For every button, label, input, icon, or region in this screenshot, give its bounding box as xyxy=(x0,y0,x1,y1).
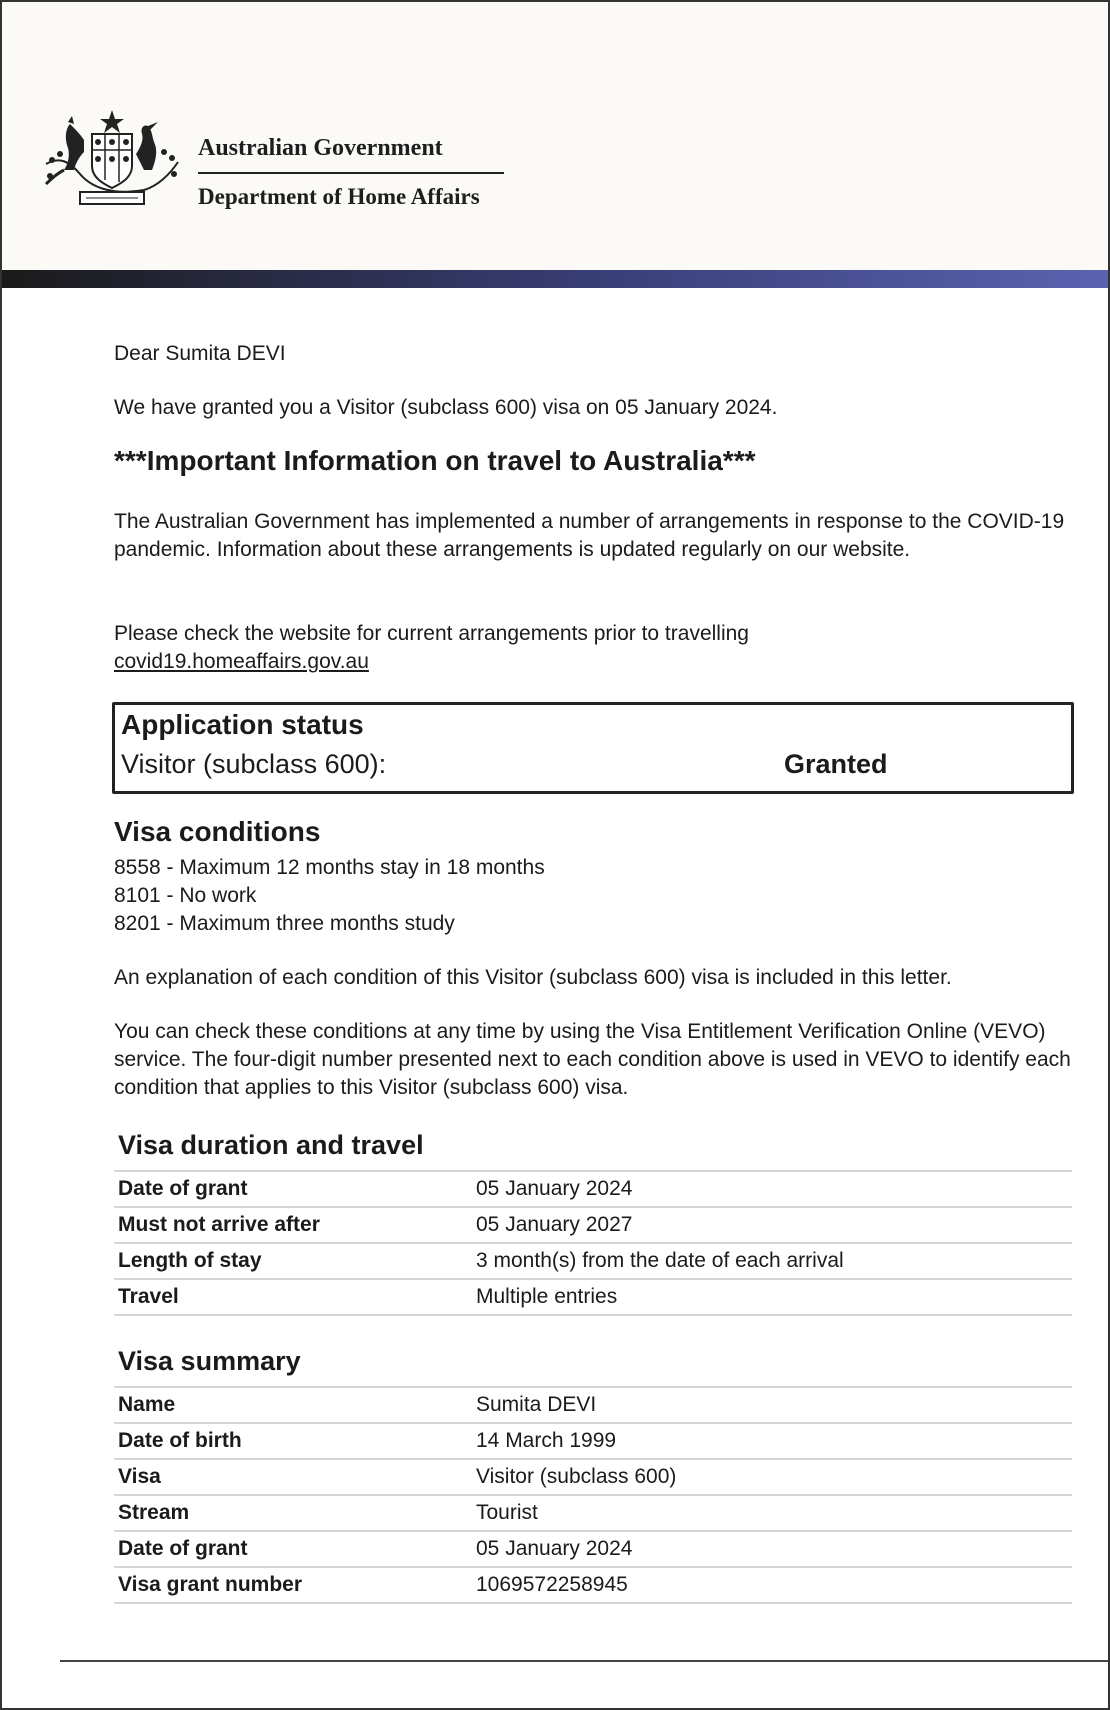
table-row xyxy=(114,1171,1072,1207)
row-value: 05 January 2024 xyxy=(472,1171,1072,1207)
letterhead xyxy=(2,2,1108,270)
row-label: Visa xyxy=(114,1459,472,1495)
row-value: Tourist xyxy=(472,1495,1072,1531)
condition-item: 8201 - Maximum three months study xyxy=(114,912,455,935)
row-label: Must not arrive after xyxy=(114,1207,472,1243)
letterhead-divider xyxy=(198,172,504,174)
table-row xyxy=(114,1459,1072,1495)
important-heading: ***Important Information on travel to Australia*** xyxy=(114,445,756,476)
footer-divider xyxy=(60,1660,1110,1662)
check-website-text: Please check the website for current arrangements prior to travelling xyxy=(114,622,749,645)
table-row xyxy=(114,1207,1072,1243)
table-row xyxy=(114,1531,1072,1567)
table-row xyxy=(114,1423,1072,1459)
row-label: Visa grant number xyxy=(114,1567,472,1603)
visa-conditions-title: Visa conditions xyxy=(114,816,321,847)
table-row xyxy=(114,1567,1072,1603)
summary-section-title: Visa summary xyxy=(118,1346,301,1376)
row-label: Date of grant xyxy=(114,1531,472,1567)
row-value: 1069572258945 xyxy=(472,1567,1072,1603)
grant-statement: We have granted you a Visitor (subclass 600) visa on 05 January 2024. xyxy=(114,396,778,419)
visa-conditions-list xyxy=(114,854,545,938)
row-value: Multiple entries xyxy=(472,1279,1072,1315)
condition-item: 8101 - No work xyxy=(114,884,257,907)
row-label: Name xyxy=(114,1387,472,1423)
table-row xyxy=(114,1279,1072,1315)
row-label: Date of birth xyxy=(114,1423,472,1459)
covid-paragraph: The Australian Government has implemented a number of arrangements in response to the COVID-19 pandemic. Information about these arrangements is updated regularly on our website. xyxy=(114,510,1065,561)
row-value: 05 January 2027 xyxy=(472,1207,1072,1243)
department-name: Department of Home Affairs xyxy=(198,184,480,209)
coat-of-arms-icon xyxy=(40,104,184,214)
row-label: Stream xyxy=(114,1495,472,1531)
covid-website-link[interactable]: covid19.homeaffairs.gov.au xyxy=(114,650,369,673)
duration-table xyxy=(114,1170,1072,1316)
greeting: Dear Sumita DEVI xyxy=(114,342,286,365)
condition-item: 8558 - Maximum 12 months stay in 18 months xyxy=(114,856,545,879)
row-value: 3 month(s) from the date of each arrival xyxy=(472,1243,1072,1279)
row-value: 14 March 1999 xyxy=(472,1423,1072,1459)
row-value: 05 January 2024 xyxy=(472,1531,1072,1567)
row-value: Visitor (subclass 600) xyxy=(472,1459,1072,1495)
table-row xyxy=(114,1495,1072,1531)
table-row xyxy=(114,1387,1072,1423)
status-visa-label: Visitor (subclass 600): xyxy=(121,749,387,779)
status-value: Granted xyxy=(784,749,888,779)
status-title: Application status xyxy=(121,709,364,740)
row-label: Length of stay xyxy=(114,1243,472,1279)
vevo-paragraph: You can check these conditions at any time by using the Visa Entitlement Verification Online (VEVO) service. The four-digit number presented next to each condition above is used in VEVO to identify each condition that applies to this Visitor (subclass 600) visa. xyxy=(114,1020,1071,1099)
government-name: Australian Government xyxy=(198,135,443,161)
row-label: Travel xyxy=(114,1279,472,1315)
row-label: Date of grant xyxy=(114,1171,472,1207)
header-band xyxy=(2,270,1108,288)
row-value: Sumita DEVI xyxy=(472,1387,1072,1423)
conditions-explanation: An explanation of each condition of this Visitor (subclass 600) visa is included in this letter. xyxy=(114,966,952,989)
duration-section-title: Visa duration and travel xyxy=(118,1130,424,1160)
table-row xyxy=(114,1243,1072,1279)
application-status-box xyxy=(112,702,1074,794)
summary-table xyxy=(114,1386,1072,1604)
